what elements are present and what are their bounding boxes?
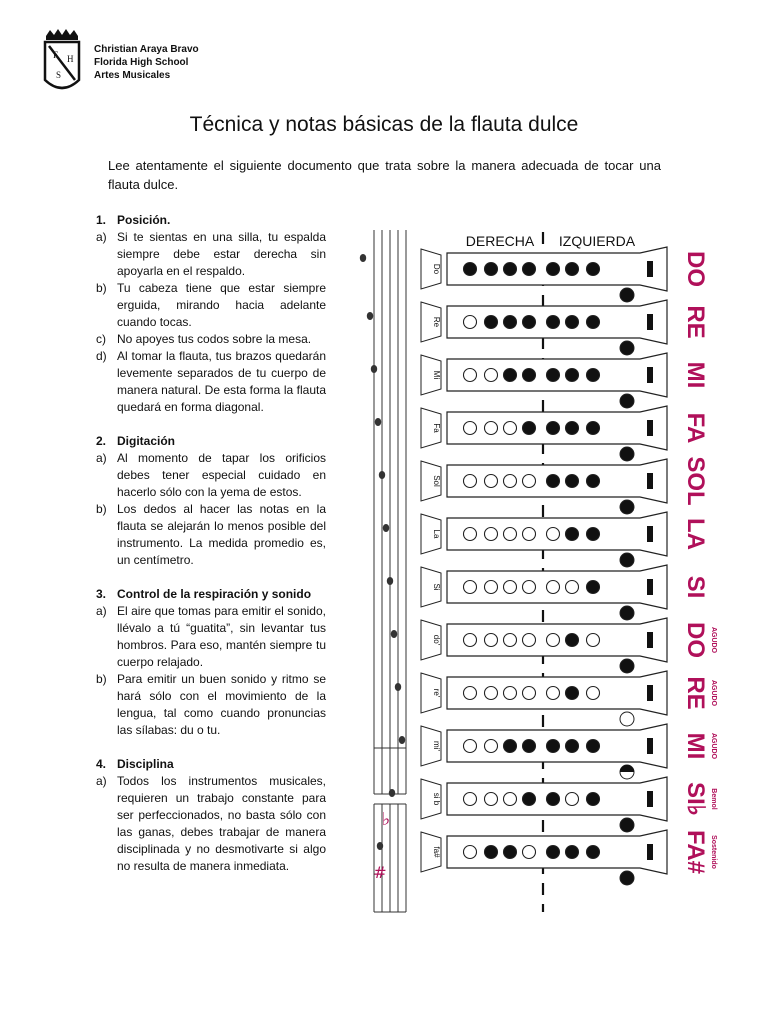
hole-closed xyxy=(566,422,579,435)
note-name: DO xyxy=(682,251,709,287)
hole-open xyxy=(547,687,560,700)
section-title-text: Posición. xyxy=(117,213,171,227)
list-item-text: Todos los instrumentos musicales, requieren un trabajo constante para ser perfeccionados, no basta sólo con las ganas, debes trabajar de manera disciplinada y no desmotivarte si algo no resulta de manera inmediata. xyxy=(117,774,326,873)
note-name: SI♭ xyxy=(682,782,709,816)
list-item xyxy=(96,501,326,569)
hole-closed xyxy=(547,422,560,435)
hole-open xyxy=(523,687,536,700)
note-modifier: Sostenido xyxy=(710,835,717,869)
list-item-text: No apoyes tus codos sobre la mesa. xyxy=(117,332,312,346)
hole-open xyxy=(485,581,498,594)
flute-window xyxy=(647,791,653,807)
section xyxy=(96,756,326,875)
staff-note xyxy=(389,789,395,797)
hole-open xyxy=(485,475,498,488)
hole-open xyxy=(464,687,477,700)
hole-open xyxy=(464,528,477,541)
thumb-hole-closed xyxy=(620,394,634,408)
crest-letter: F xyxy=(53,50,59,60)
list-item-text: Al momento de tapar los orificios debes tener especial cuidado en hacerlo sólo con la yema de estos. xyxy=(117,451,326,499)
section xyxy=(96,212,326,416)
flute-window xyxy=(647,685,653,701)
hole-open xyxy=(566,793,579,806)
list-item-text: Para emitir un buen sonido y ritmo se hará sólo con el movimiento de la lengua, tal como cuando pronuncias las sílabas: du o tu. xyxy=(117,672,326,737)
staff-note xyxy=(399,736,405,744)
note-name: DO xyxy=(682,622,709,658)
hole-closed xyxy=(587,422,600,435)
section xyxy=(96,433,326,569)
flute-window xyxy=(647,579,653,595)
hole-open xyxy=(464,475,477,488)
section xyxy=(96,586,326,739)
staff-note xyxy=(391,630,397,638)
hole-open xyxy=(523,475,536,488)
note-tag: mi' xyxy=(432,741,441,751)
hole-closed xyxy=(504,316,517,329)
hole-closed xyxy=(485,846,498,859)
hole-closed xyxy=(547,316,560,329)
hole-closed xyxy=(587,846,600,859)
hole-closed xyxy=(464,263,477,276)
hole-closed xyxy=(566,846,579,859)
hole-closed xyxy=(485,263,498,276)
hole-open xyxy=(566,581,579,594)
hole-closed xyxy=(523,422,536,435)
hole-open xyxy=(464,793,477,806)
list-item-text: El aire que tomas para emitir el sonido, llévalo a tú “guatita”, sin levantar tus hombros. Para eso, mantén siempre tu cuerpo relajado. xyxy=(117,604,326,669)
hole-closed xyxy=(547,846,560,859)
flute-window xyxy=(647,526,653,542)
note-name: RE xyxy=(682,305,709,339)
hole-closed xyxy=(566,369,579,382)
note-tag: re' xyxy=(432,688,441,698)
thumb-hole-closed xyxy=(620,288,634,302)
hole-open xyxy=(587,687,600,700)
hole-closed xyxy=(523,369,536,382)
thumb-hole-closed xyxy=(620,447,634,461)
note-tag: Do xyxy=(432,263,441,275)
author-name: Christian Araya Bravo xyxy=(94,44,199,55)
note-name: SI xyxy=(682,575,709,599)
section-number: 1. xyxy=(96,213,107,227)
hole-closed xyxy=(547,263,560,276)
hole-open xyxy=(504,634,517,647)
note-modifier: AGUDO xyxy=(710,679,717,707)
hand-label-right: DERECHA xyxy=(465,233,535,249)
hole-open xyxy=(464,634,477,647)
staff-note xyxy=(377,842,383,850)
list-item-label: c) xyxy=(96,332,106,346)
hole-closed xyxy=(547,475,560,488)
sharp-sign: # xyxy=(373,863,387,882)
hole-closed xyxy=(504,263,517,276)
hole-open xyxy=(485,687,498,700)
hole-open xyxy=(587,634,600,647)
hole-closed xyxy=(547,793,560,806)
section-number: 2. xyxy=(96,434,107,448)
note-name: SOL xyxy=(682,456,709,506)
list-item xyxy=(96,348,326,416)
list-item-label: b) xyxy=(96,502,107,516)
list-item-label: a) xyxy=(96,774,107,788)
hole-closed xyxy=(587,475,600,488)
section-title xyxy=(96,756,326,773)
list-item-text: Tu cabeza tiene que estar siempre erguida, mirando hacia adelante cuando tocas. xyxy=(117,281,326,329)
hole-open xyxy=(464,740,477,753)
hole-open xyxy=(523,528,536,541)
thumb-hole-half-fill xyxy=(620,765,634,772)
hole-open xyxy=(504,528,517,541)
list-item-label: d) xyxy=(96,349,107,363)
list-item-text: Si te sientas en una silla, tu espalda siempre debe estar derecha sin apoyarla en el respaldo. xyxy=(117,230,326,278)
thumb-hole-closed xyxy=(620,341,634,355)
crest-letter: S xyxy=(56,70,62,80)
fingering-chart xyxy=(355,222,735,922)
section-number: 4. xyxy=(96,757,107,771)
hole-open xyxy=(485,528,498,541)
flute-window xyxy=(647,420,653,436)
thumb-hole-closed xyxy=(620,818,634,832)
hole-open xyxy=(464,846,477,859)
school-crest-logo xyxy=(42,28,82,96)
school-name: Florida High School xyxy=(94,57,189,68)
note-tag: Fa xyxy=(432,423,441,433)
instruction-sections xyxy=(96,212,326,892)
hole-closed xyxy=(523,316,536,329)
list-item-text: Al tomar la flauta, tus brazos quedarán levemente separados de tu cuerpo de manera natural. De esta forma la flauta quedará en forma diagonal. xyxy=(117,349,326,414)
staff-note xyxy=(379,471,385,479)
hole-closed xyxy=(566,475,579,488)
list-item-label: b) xyxy=(96,281,107,295)
section-number: 3. xyxy=(96,587,107,601)
thumb-hole-closed xyxy=(620,500,634,514)
staff-note xyxy=(371,365,377,373)
hole-closed xyxy=(547,740,560,753)
hole-open xyxy=(504,581,517,594)
list-item-label: b) xyxy=(96,672,107,686)
hole-open xyxy=(523,634,536,647)
subject-name: Artes Musicales xyxy=(94,70,171,81)
hole-closed xyxy=(587,528,600,541)
flute-window xyxy=(647,261,653,277)
section-title xyxy=(96,212,326,229)
note-modifier: AGUDO xyxy=(710,732,717,760)
note-tag: Sol xyxy=(432,475,441,487)
hole-open xyxy=(523,581,536,594)
note-name: RE xyxy=(682,676,709,710)
thumb-hole-closed xyxy=(620,606,634,620)
hole-closed xyxy=(587,793,600,806)
hole-open xyxy=(485,634,498,647)
hole-closed xyxy=(566,634,579,647)
hole-closed xyxy=(485,316,498,329)
list-item xyxy=(96,773,326,875)
hole-open xyxy=(464,369,477,382)
hole-open xyxy=(504,687,517,700)
staff-note xyxy=(383,524,389,532)
hole-closed xyxy=(566,740,579,753)
hole-open xyxy=(464,581,477,594)
hole-open xyxy=(485,740,498,753)
list-item xyxy=(96,671,326,739)
staff-note xyxy=(367,312,373,320)
note-tag: La xyxy=(432,529,441,539)
hole-closed xyxy=(504,369,517,382)
hole-open xyxy=(504,475,517,488)
hole-open xyxy=(504,793,517,806)
hole-open xyxy=(485,793,498,806)
thumb-hole-closed xyxy=(620,659,634,673)
section-title-text: Disciplina xyxy=(117,757,174,771)
hole-closed xyxy=(587,581,600,594)
hole-closed xyxy=(523,793,536,806)
note-tag: do' xyxy=(432,634,441,646)
flute-window xyxy=(647,632,653,648)
hole-closed xyxy=(523,740,536,753)
hole-open xyxy=(504,422,517,435)
section-title xyxy=(96,433,326,450)
staff-note xyxy=(387,577,393,585)
hand-label-left: IZQUIERDA xyxy=(558,233,636,249)
section-title-text: Digitación xyxy=(117,434,176,448)
note-name: MI xyxy=(682,361,709,389)
list-item xyxy=(96,450,326,501)
staff-note xyxy=(375,418,381,426)
staff-note xyxy=(360,254,366,262)
hole-closed xyxy=(504,846,517,859)
hole-closed xyxy=(587,369,600,382)
list-item-label: a) xyxy=(96,230,107,244)
hole-open xyxy=(547,634,560,647)
hole-open xyxy=(547,528,560,541)
note-name: FA# xyxy=(682,829,709,875)
hole-closed xyxy=(566,263,579,276)
list-item-text: Los dedos al hacer las notas en la flauta se alejarán lo menos posible del instrumento. La medida promedio es, un centímetro. xyxy=(117,502,326,567)
hole-closed xyxy=(587,263,600,276)
note-modifier: Bemol xyxy=(710,788,717,810)
flute-window xyxy=(647,738,653,754)
thumb-hole-closed xyxy=(620,871,634,885)
hole-closed xyxy=(523,263,536,276)
hole-open xyxy=(464,422,477,435)
note-name: FA xyxy=(682,412,709,444)
list-item xyxy=(96,280,326,331)
list-item xyxy=(96,603,326,671)
hole-closed xyxy=(587,740,600,753)
flute-window xyxy=(647,473,653,489)
crest-letter: H xyxy=(67,54,74,64)
hole-open xyxy=(547,581,560,594)
list-item xyxy=(96,331,326,348)
flat-sign: ♭ xyxy=(381,809,391,830)
note-tag: si b xyxy=(432,792,441,806)
note-modifier: AGUDO xyxy=(710,626,717,654)
staff-note xyxy=(395,683,401,691)
list-item-label: a) xyxy=(96,604,107,618)
section-title xyxy=(96,586,326,603)
note-tag: Mi xyxy=(432,370,441,380)
thumb-hole-open xyxy=(620,712,634,726)
flute-window xyxy=(647,844,653,860)
hole-open xyxy=(523,846,536,859)
note-tag: Re xyxy=(432,316,441,328)
hole-closed xyxy=(587,316,600,329)
hole-closed xyxy=(566,687,579,700)
page-title: Técnica y notas básicas de la flauta dulce xyxy=(189,113,579,136)
note-tag: Si xyxy=(432,583,441,591)
note-tag: fa# xyxy=(432,846,441,858)
hole-closed xyxy=(566,316,579,329)
flute-window xyxy=(647,367,653,383)
list-item-label: a) xyxy=(96,451,107,465)
hole-closed xyxy=(504,740,517,753)
section-title-text: Control de la respiración y sonido xyxy=(117,587,312,601)
flute-window xyxy=(647,314,653,330)
thumb-hole-closed xyxy=(620,553,634,567)
note-name: LA xyxy=(682,518,709,550)
hole-open xyxy=(464,316,477,329)
hole-closed xyxy=(566,528,579,541)
hole-open xyxy=(485,369,498,382)
intro-paragraph: Lee atentamente el siguiente documento que trata sobre la manera adecuada de tocar una flauta dulce. xyxy=(108,158,661,192)
hole-closed xyxy=(547,369,560,382)
note-name: MI xyxy=(682,732,709,760)
list-item xyxy=(96,229,326,280)
header-info xyxy=(94,43,199,82)
hole-open xyxy=(485,422,498,435)
